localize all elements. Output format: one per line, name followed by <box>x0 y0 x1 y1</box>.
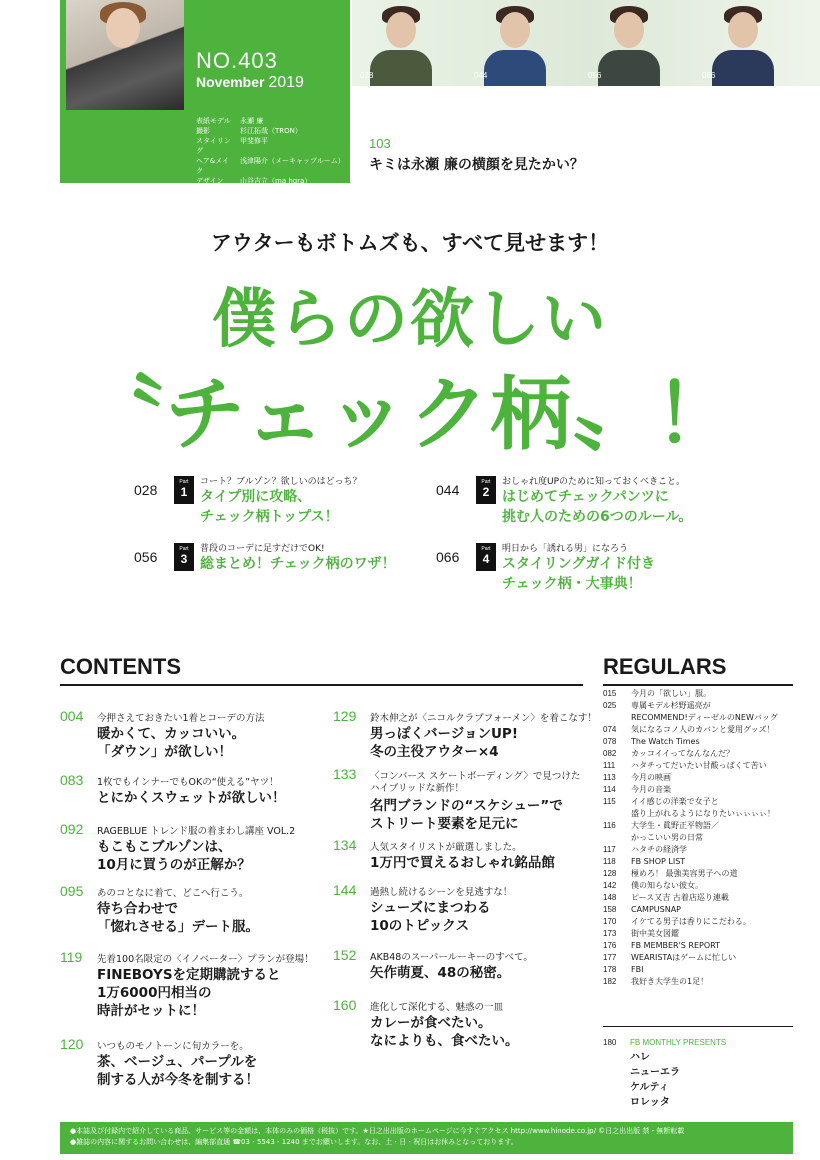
regular-item[interactable] <box>603 772 793 784</box>
part-page: 028 <box>134 482 158 498</box>
present-item[interactable]: ニューエラ <box>630 1067 680 1078</box>
regular-page: 128 <box>603 869 617 878</box>
regular-item[interactable] <box>603 940 793 952</box>
regulars-rule <box>603 684 793 686</box>
credit-row <box>196 126 345 136</box>
photo-page-number: 028 <box>360 71 374 80</box>
contents-kicker: 進化して深化する、魅惑の一皿 <box>370 1002 504 1013</box>
part-badge <box>476 476 496 504</box>
regular-title: 盛り上がれるようになりたいぃぃぃぃ！ <box>631 809 775 818</box>
footer-line-1: ●本誌及び付録内で紹介している商品、サービス等の金額は、本体のみの価格（税抜）です。★日之出出版のホームページに今すぐアクセス http://www.hinode.co.jp/ ©日之出出版 禁・無断転載 <box>70 1127 685 1135</box>
regular-item[interactable] <box>603 976 793 988</box>
part-title <box>502 554 655 594</box>
credit-role: デザイン <box>196 177 224 185</box>
issue-date <box>196 74 304 92</box>
part-badge <box>174 543 194 571</box>
contents-rule <box>60 684 583 686</box>
contents-kicker: 鈴木伸之が〈ニコルクラブフォーメン〉を着こなす！ <box>370 713 597 724</box>
part-page: 056 <box>134 549 158 565</box>
credit-role: 表紙モデル <box>196 117 231 125</box>
contents-title-line: シューズにまつわる <box>370 900 491 916</box>
contents-page: 095 <box>60 883 84 899</box>
contents-page: 083 <box>60 772 84 788</box>
contents-page: 134 <box>333 837 357 853</box>
regular-page: 158 <box>603 905 617 914</box>
regular-title: 極めろ！ 最強美容男子への道 <box>631 869 738 878</box>
regular-title: カッコイイってなんなんだ？ <box>631 749 734 758</box>
contents-title-line: 「ダウン」が欲しい！ <box>97 744 232 760</box>
footer-line-2: ●雑誌の内容に関するお問い合わせは、編集部直通 ☎03・5543・1240 までお願いします。なお、土・日・祝日はお休みとなっております。 <box>70 1138 518 1146</box>
contents-kicker: いつものモノトーンに旬カラーを。 <box>97 1041 249 1052</box>
contents-title-line: FINEBOYSを定期購読すると <box>97 967 281 983</box>
regular-title: FB MEMBER'S REPORT <box>631 941 721 950</box>
contents-title <box>370 964 510 982</box>
contents-kicker-2: ハイブリッドな新作！ <box>370 783 464 794</box>
photo-face <box>386 12 416 48</box>
feature-page: 103 <box>369 136 391 151</box>
regular-title: 街中美女図鑑 <box>631 929 679 938</box>
credits <box>196 116 345 186</box>
contents-title <box>97 1053 259 1089</box>
regular-item[interactable] <box>603 736 793 748</box>
part-title-line1: はじめてチェックパンツに <box>502 489 669 505</box>
regular-page: 078 <box>603 737 617 746</box>
regular-title: WEARISTAはゲームに忙しい <box>631 953 737 962</box>
contents-title-line: 1万円で買えるおしゃれ銘品館 <box>370 855 555 871</box>
part-title <box>502 487 692 527</box>
regular-title: 大学生・眞野正平物語／ <box>631 821 719 830</box>
regular-page: 177 <box>603 953 617 962</box>
contents-kicker: 1枚でもインナーでもOKの“使える”ヤツ！ <box>97 777 279 788</box>
regular-item[interactable] <box>603 916 793 928</box>
contents-kicker: あのコとなに着て、どこへ行こう。 <box>97 888 249 899</box>
hero-title-line2: 〝チェック柄〟！ <box>83 368 737 461</box>
contents-page: 004 <box>60 708 84 724</box>
feature-title[interactable]: キミは永瀬 廉の横顔を見たかい？ <box>369 157 584 173</box>
part-title-line1: タイプ別に攻略、 <box>200 489 312 505</box>
photo-body <box>712 50 774 86</box>
present-item[interactable]: ケルティ <box>630 1082 669 1093</box>
regular-page: 178 <box>603 965 617 974</box>
contents-title-line: 時計がセットに！ <box>97 1003 205 1019</box>
part-caption: 普段のコーデに足すだけでOK! <box>200 544 325 554</box>
contents-title-line: 10のトピックス <box>370 918 470 934</box>
regular-item[interactable] <box>603 784 793 796</box>
part-number: 4 <box>482 552 490 566</box>
contents-title-line: 10月に買うのが正解か？ <box>97 857 251 873</box>
hero-title-line1: 僕らの欲しい <box>212 283 608 357</box>
contents-page: 160 <box>333 997 357 1013</box>
regular-item[interactable] <box>603 712 793 724</box>
regular-item[interactable] <box>603 700 793 712</box>
contents-kicker: 過熱し続けるシーンを見逃すな！ <box>370 887 513 898</box>
regular-page: 182 <box>603 977 617 986</box>
regular-item[interactable] <box>603 688 793 700</box>
regular-page: 118 <box>603 857 616 866</box>
regular-item[interactable] <box>603 820 793 832</box>
credit-name: 甲斐修平 <box>240 137 268 145</box>
credit-role: スタイリング <box>196 137 231 155</box>
contents-title <box>370 725 518 761</box>
credit-name: 山谷吉立（ma hgra） <box>240 177 312 185</box>
contents-kicker: 〈コンバース スケートボーディング〉で見つけた <box>370 771 581 782</box>
regular-title: 気になるコノ人のカバンと愛用グッズ！ <box>631 725 775 734</box>
regular-item[interactable] <box>603 880 793 892</box>
part-title <box>200 554 396 574</box>
regular-item[interactable] <box>603 844 793 856</box>
regular-title: 今月の音楽 <box>631 785 671 794</box>
part-word: Part <box>179 479 189 485</box>
contents-title-line: 男っぽくバージョンUP! <box>370 726 518 742</box>
contents-title <box>97 725 245 761</box>
part-title-line1: スタイリングガイド付き <box>502 556 656 572</box>
regular-title: 今月の映画 <box>631 773 671 782</box>
regular-title: イケてる男子は香りにこだわる。 <box>631 917 751 926</box>
regulars-heading: REGULARS <box>603 654 727 679</box>
contents-title <box>370 797 563 833</box>
contents-title-line: なによりも、食べたい。 <box>370 1033 519 1049</box>
part-word: Part <box>481 479 491 485</box>
photo-page-number: 044 <box>474 71 488 80</box>
regular-page: 074 <box>603 725 617 734</box>
contents-title-line: 名門ブランドの“スケシュー”で <box>370 798 563 814</box>
regular-page: 176 <box>603 941 617 950</box>
regular-title: 今月の「欲しい」服。 <box>631 689 711 698</box>
regular-item[interactable] <box>603 904 793 916</box>
regular-title: ハタチってだいたい甘酸っぱくて苦い <box>631 761 767 770</box>
photo-page-number: 056 <box>588 71 602 80</box>
regular-page: 025 <box>603 701 617 710</box>
regular-title: CAMPUSNAP <box>631 905 681 914</box>
regular-item[interactable] <box>603 868 793 880</box>
part-number: 1 <box>180 485 188 499</box>
presents-heading: FB MONTHLY PRESENTS <box>630 1038 727 1047</box>
contents-page: 129 <box>333 708 357 724</box>
contents-title <box>97 789 285 807</box>
regular-title: ハタチの経済学 <box>631 845 687 854</box>
regular-page: 114 <box>603 785 616 794</box>
regular-item[interactable] <box>603 928 793 940</box>
photo-face <box>614 12 644 48</box>
contents-page: 119 <box>60 949 83 965</box>
contents-title-line: 冬の主役アウター×4 <box>370 744 499 760</box>
credit-name: 杉江拓哉（TRON） <box>240 127 302 135</box>
issue-number: NO.403 <box>196 48 278 73</box>
contents-title-line: 暖かくて、カッコいい。 <box>97 726 246 742</box>
present-item[interactable]: ロレッタ <box>630 1097 670 1108</box>
regular-page: 115 <box>603 797 616 806</box>
contents-title-line: 制する人が今冬を制する！ <box>97 1072 259 1088</box>
part-word: Part <box>481 546 491 552</box>
cover-face <box>106 8 140 48</box>
regular-item[interactable] <box>603 724 793 736</box>
regular-page: 142 <box>603 881 617 890</box>
feature-photo[interactable] <box>466 0 566 86</box>
credit-row <box>196 176 345 186</box>
regulars-divider <box>603 1026 793 1027</box>
regular-page: 116 <box>603 821 616 830</box>
contents-kicker: 人気スタイリストが厳選しました。 <box>370 842 522 853</box>
regular-page: 113 <box>603 773 616 782</box>
contents-title-line: 茶、ベージュ、パープルを <box>97 1054 258 1070</box>
contents-title <box>370 899 491 935</box>
part-number: 2 <box>482 485 490 499</box>
contents-page: 152 <box>333 947 357 963</box>
part-title-line2: チェック柄トップス！ <box>200 509 339 525</box>
contents-page: 092 <box>60 821 84 837</box>
part-badge <box>174 476 194 504</box>
regular-page: 117 <box>603 845 616 854</box>
photo-page-number: 066 <box>702 71 716 80</box>
present-item[interactable]: ハレ <box>630 1052 650 1063</box>
issue-month: November <box>196 74 265 90</box>
contents-title-line: 1万6000円相当の <box>97 985 212 1001</box>
credit-role: 撮影 <box>196 127 210 135</box>
regular-item[interactable] <box>603 892 793 904</box>
part-title <box>200 487 339 527</box>
contents-title <box>370 854 555 872</box>
regular-title: FBI <box>631 965 644 974</box>
hero-subtitle: アウターもボトムズも、すべて見せます！ <box>210 231 610 255</box>
regular-item[interactable] <box>603 856 793 868</box>
regular-page: 173 <box>603 929 617 938</box>
photo-face <box>500 12 530 48</box>
credit-row <box>196 116 345 126</box>
contents-title-line: もこもこブルゾンは、 <box>97 839 232 855</box>
credit-row <box>196 156 345 176</box>
part-title-line2: 挑む人のための6つのルール。 <box>502 509 693 525</box>
credit-name: 浅津陽介（メーキャップルーム） <box>240 157 345 165</box>
feature-photo[interactable] <box>352 0 452 86</box>
contents-title-line: 待ち合わせで <box>97 901 178 917</box>
cover-thumbnail <box>66 0 184 110</box>
regular-page: 170 <box>603 917 617 926</box>
part-title-line2: チェック柄・大事典！ <box>502 576 642 592</box>
contents-title <box>370 1014 519 1050</box>
issue-year: 2019 <box>268 74 304 91</box>
presents-page: 180 <box>603 1038 617 1047</box>
contents-title-line: 「惚れさせる」デート服。 <box>97 919 259 935</box>
regular-item[interactable] <box>603 832 793 844</box>
contents-kicker: 先着100名限定の〈イノベーター〉プランが登場！ <box>97 954 314 965</box>
contents-title-line: 矢作萌夏、48の秘密。 <box>370 965 511 981</box>
photo-strip <box>352 0 820 86</box>
part-caption: コート？ブルゾン？欲しいのはどっち？ <box>200 477 362 487</box>
contents-title <box>97 838 251 874</box>
regular-item[interactable] <box>603 796 793 808</box>
photo-body <box>484 50 546 86</box>
regular-item[interactable] <box>603 964 793 976</box>
credit-row <box>196 136 345 156</box>
part-caption: おしゃれ度UPのために知っておくべきこと。 <box>502 477 686 487</box>
contents-title <box>97 966 281 1020</box>
part-number: 3 <box>180 552 188 566</box>
part-badge <box>476 543 496 571</box>
contents-title <box>97 900 259 936</box>
regular-title: イイ感じの洋楽で女子と <box>631 797 719 806</box>
part-caption: 明日から「誘れる男」になろう <box>502 544 629 554</box>
regular-item[interactable] <box>603 808 793 820</box>
regular-title: FB SHOP LIST <box>631 857 686 866</box>
contents-kicker: RAGEBLUE トレンド服の着まわし講座 VOL.2 <box>97 826 296 837</box>
contents-page: 120 <box>60 1036 84 1052</box>
regular-title: ピース又吉 古着店巡り連載 <box>631 893 729 902</box>
contents-page: 133 <box>333 766 357 782</box>
feature-photo[interactable] <box>694 0 794 86</box>
regular-title: かっこいい男の日常 <box>631 833 703 842</box>
contents-kicker: AKB48のスーパールーキーのすべて。 <box>370 952 533 963</box>
contents-heading: CONTENTS <box>60 654 181 679</box>
regular-page: 111 <box>603 761 616 770</box>
contents-page: 144 <box>333 882 357 898</box>
presents-list <box>630 1050 680 1110</box>
contents-kicker: 今押さえておきたい1着とコーデの方法 <box>97 713 265 724</box>
photo-face <box>728 12 758 48</box>
regular-title: 我好き大学生の1足！ <box>631 977 709 986</box>
part-title-line1: 総まとめ！チェック柄のワザ！ <box>200 556 396 572</box>
regulars-list <box>603 688 793 988</box>
photo-body <box>598 50 660 86</box>
part-word: Part <box>179 546 189 552</box>
regular-title: RECOMMEND!ディーゼルのNEWバッグ <box>631 713 778 722</box>
regular-page <box>603 712 631 724</box>
regular-title: The Watch Times <box>631 737 700 746</box>
contents-title-line: ストリート要素を足元に <box>370 816 519 832</box>
feature-photo[interactable] <box>580 0 680 86</box>
credit-role: ヘア&メイク <box>196 157 230 175</box>
credit-name: 永瀬 廉 <box>240 117 264 125</box>
regular-page <box>603 808 631 820</box>
regular-page <box>603 832 631 844</box>
regular-page: 015 <box>603 689 617 698</box>
regular-title: 専属モデル杉野遥亮が <box>631 701 711 710</box>
contents-title-line: とにかくスウェットが欲しい！ <box>97 790 286 806</box>
regular-page: 082 <box>603 749 617 758</box>
regular-title: 僕の知らない彼女。 <box>631 881 703 890</box>
contents-title-line: カレーが食べたい。 <box>370 1015 492 1031</box>
regular-item[interactable] <box>603 760 793 772</box>
photo-body <box>370 50 432 86</box>
regular-item[interactable] <box>603 952 793 964</box>
part-page: 066 <box>436 549 460 565</box>
regular-item[interactable] <box>603 748 793 760</box>
footer-notes <box>60 1122 793 1154</box>
regular-page: 148 <box>603 893 617 902</box>
part-page: 044 <box>436 482 460 498</box>
